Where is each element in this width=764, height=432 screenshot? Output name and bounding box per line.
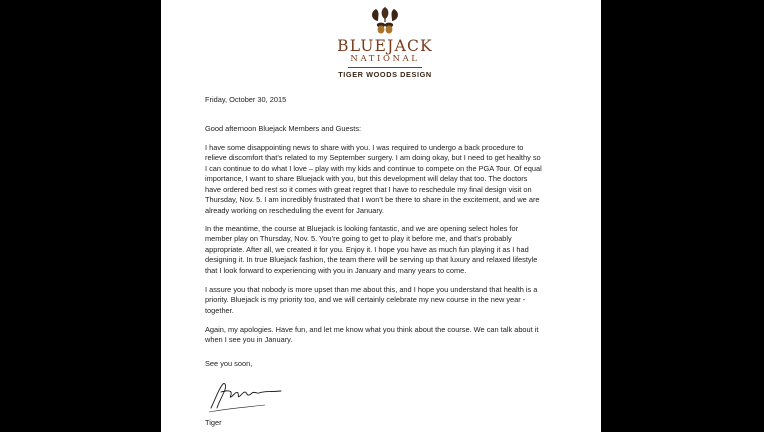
paragraph-line: that I look forward to experiencing with you in January and many years to come. <box>205 265 467 275</box>
letter-signoff: Tiger <box>205 418 222 427</box>
letter-paragraph-4 <box>205 325 557 346</box>
paragraph-line: when I see you in January. <box>205 335 293 345</box>
brand-divider <box>348 67 422 68</box>
letter-closing: See you soon, <box>205 359 253 368</box>
handwritten-signature <box>205 378 285 414</box>
letterhead-logo <box>337 6 433 78</box>
acorn-leaf-icon <box>368 6 402 36</box>
paragraph-line: In the meantime, the course at Bluejack is looking fantastic, and we are opening select holes for <box>205 224 519 233</box>
paragraph-line: already working on rescheduling the event for January. <box>205 205 384 215</box>
letter-paragraph-1 <box>205 143 557 216</box>
letter-greeting: Good afternoon Bluejack Members and Guests: <box>205 124 362 133</box>
brand-name: BLUEJACK <box>337 37 433 55</box>
paragraph-line: I can continue to do what I love – play with my kids and continue to compete on the PGA Tour. Of equal <box>205 163 542 173</box>
letter-date: Friday, October 30, 2015 <box>205 95 287 104</box>
paragraph-line: I have some disappointing news to share with you. I was required to undergo a back procedure to <box>205 143 524 152</box>
paragraph-line: have ordered bed rest so it comes with great regret that I have to reschedule my final design visit on <box>205 184 532 194</box>
paragraph-line: Thursday, Nov. 5. I am incredibly frustrated that I won’t be there to share in the excitement, and we are <box>205 195 540 205</box>
paragraph-line: designing it. In true Bluejack fashion, the team there will be serving up that luxury and relaxed lifestyle <box>205 255 538 265</box>
paragraph-line: I assure you that nobody is more upset than me about this, and I hope you understand that health is a <box>205 285 538 294</box>
paragraph-line: member play on Thursday, Nov. 5. You’re going to get to play it before me, and that’s probably <box>205 234 512 244</box>
paragraph-line: relieve discomfort that’s related to my September surgery. I am doing okay, but I need to get healthy so <box>205 153 541 163</box>
paragraph-line: Again, my apologies. Have fun, and let me know what you think about the course. We can talk about it <box>205 325 539 334</box>
paragraph-line: together. <box>205 305 234 315</box>
letter-paragraph-3 <box>205 285 557 316</box>
brand-subtitle: NATIONAL <box>350 54 420 64</box>
designer-tagline: TIGER WOODS DESIGN <box>338 70 432 79</box>
paragraph-line: importance, I want to share Bluejack with you, but this development will delay that too. The doctors <box>205 174 528 184</box>
paragraph-line: priority. Bluejack is my priority too, and we will certainly celebrate my new course in the new year - <box>205 295 526 305</box>
letter-page <box>161 0 601 432</box>
letter-paragraph-2 <box>205 224 557 276</box>
paragraph-line: appropriate. After all, we created it for you. Enjoy it. I hope you have as much fun playing it as I had <box>205 244 529 254</box>
